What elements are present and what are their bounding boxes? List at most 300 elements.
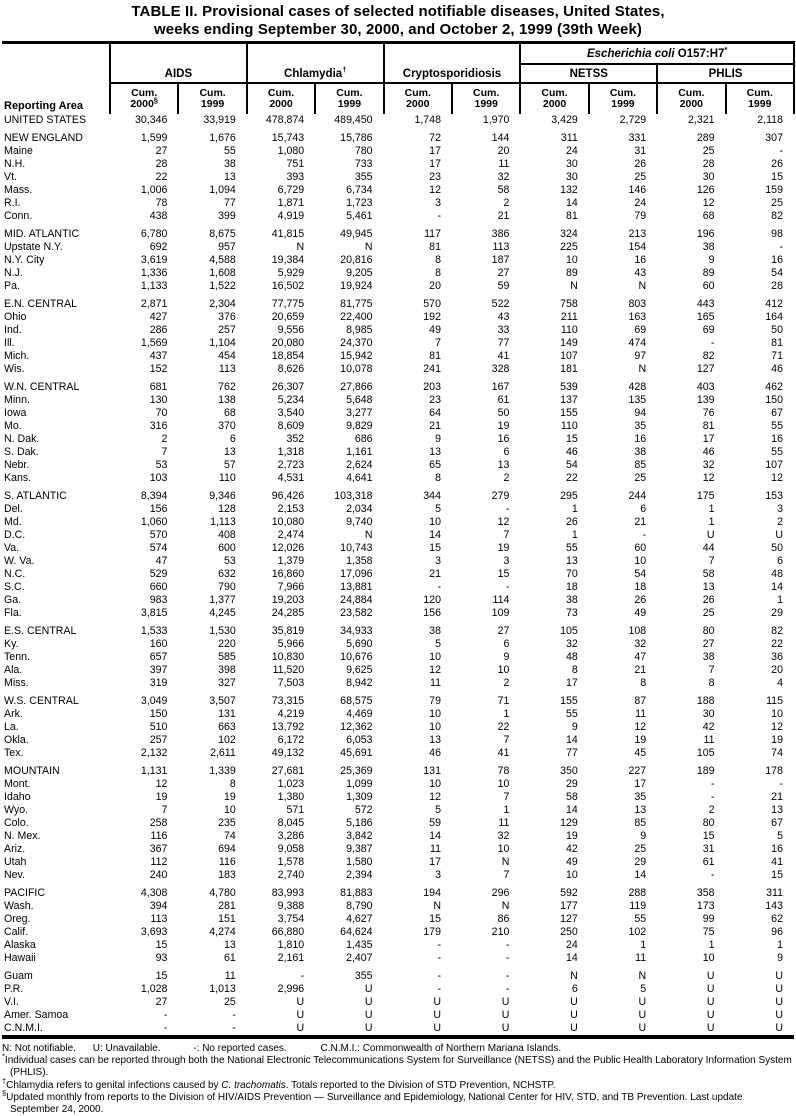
value-cell: 143 xyxy=(765,900,783,912)
value-cell: 6 xyxy=(571,983,578,995)
value-cell: 428 xyxy=(628,381,647,393)
value-cell: 14 xyxy=(565,734,578,746)
value-cell: 2,624 xyxy=(346,459,373,471)
value-cell: 55 xyxy=(565,708,578,720)
value-cell: 529 xyxy=(149,568,168,580)
value-cell: 15 xyxy=(155,970,168,982)
value-cell: 156 xyxy=(149,503,168,515)
value-cell: 131 xyxy=(218,708,236,720)
value-cell: 25 xyxy=(702,145,715,157)
value-cell: 85 xyxy=(634,459,647,471)
value-cell: 1,013 xyxy=(209,983,236,995)
value-cell: 241 xyxy=(423,363,441,375)
value-cell: 22 xyxy=(771,638,783,650)
value-cell: N xyxy=(570,280,578,292)
value-cell: 132 xyxy=(560,184,578,196)
value-cell: 25 xyxy=(634,171,647,183)
reporting-area-cell: D.C. xyxy=(4,529,26,541)
value-cell: 13 xyxy=(224,446,236,458)
value-cell: N xyxy=(296,241,305,253)
table-row xyxy=(2,241,794,254)
value-cell: 53 xyxy=(155,459,168,471)
value-cell: - xyxy=(505,581,510,593)
value-cell: 27,681 xyxy=(271,765,305,777)
value-cell: 89 xyxy=(565,267,578,279)
value-cell: 58 xyxy=(497,184,510,196)
value-cell: 17 xyxy=(429,158,441,170)
value-cell: 454 xyxy=(218,350,236,362)
value-cell: 80 xyxy=(702,817,715,829)
value-cell: 803 xyxy=(628,298,647,310)
value-cell: 2,153 xyxy=(277,503,305,515)
value-cell: 399 xyxy=(218,210,236,222)
value-cell: 7 xyxy=(503,869,510,881)
value-cell: U xyxy=(706,1022,715,1034)
value-cell: 73 xyxy=(565,607,578,619)
value-cell: 137 xyxy=(560,394,578,406)
value-cell: 1,094 xyxy=(209,184,236,196)
value-cell: 116 xyxy=(150,830,168,842)
value-cell: 2,740 xyxy=(277,869,305,881)
column-header: Cum. 1999 xyxy=(726,83,794,114)
value-cell: 1 xyxy=(640,939,647,951)
value-cell: 1,435 xyxy=(346,939,373,951)
value-cell: U xyxy=(296,1009,305,1021)
value-cell: N xyxy=(501,856,510,868)
value-cell: 86 xyxy=(497,913,510,925)
value-cell: 45 xyxy=(634,747,647,759)
value-cell: 15 xyxy=(429,913,441,925)
value-cell: 2 xyxy=(503,472,510,484)
column-header: Cum. 2000 xyxy=(384,83,452,114)
table-row xyxy=(2,280,794,293)
value-cell: 31 xyxy=(634,145,647,157)
value-cell: 2,394 xyxy=(346,869,373,881)
value-cell: 8,626 xyxy=(277,363,305,375)
value-cell: - xyxy=(779,145,783,157)
reporting-area-cell: E.S. CENTRAL xyxy=(4,625,77,637)
value-cell: 30 xyxy=(702,171,715,183)
table-row xyxy=(2,223,794,241)
value-cell: 355 xyxy=(354,970,373,982)
value-cell: 8 xyxy=(708,677,715,689)
footnote-dagger: †Chlamydia refers to genital infections caused by C. trachomatis. Totals reported to the Division of STD Prevention, NCHSTP. xyxy=(2,1076,556,1091)
value-cell: 110 xyxy=(560,324,578,336)
value-cell: 235 xyxy=(218,817,236,829)
value-cell: 510 xyxy=(149,721,168,733)
value-cell: U xyxy=(501,1022,510,1034)
value-cell: 6 xyxy=(503,638,510,650)
value-cell: 156 xyxy=(423,607,441,619)
value-cell: 6 xyxy=(640,503,647,515)
value-cell: - xyxy=(163,1022,168,1034)
value-cell: 751 xyxy=(286,158,305,170)
value-cell: - xyxy=(232,1022,236,1034)
value-cell: 358 xyxy=(696,887,715,899)
value-cell: 196 xyxy=(696,228,715,240)
table-row xyxy=(2,900,794,913)
value-cell: - xyxy=(779,778,783,790)
value-cell: U xyxy=(570,1009,578,1021)
value-cell: 112 xyxy=(150,856,168,868)
value-cell: 188 xyxy=(696,695,715,707)
value-cell: 1,748 xyxy=(414,114,441,126)
value-cell: 119 xyxy=(629,900,647,912)
reporting-area-cell: Ill. xyxy=(4,337,15,349)
value-cell: 8,045 xyxy=(277,817,305,829)
value-cell: 28 xyxy=(702,158,715,170)
value-cell: 9,346 xyxy=(209,490,236,502)
value-cell: 5 xyxy=(777,830,783,842)
value-cell: 80 xyxy=(702,625,715,637)
value-cell: 21 xyxy=(497,210,510,222)
value-cell: N xyxy=(433,900,441,912)
value-cell: 30 xyxy=(565,158,578,170)
reporting-area-cell: Oreg. xyxy=(4,913,31,925)
reporting-area-cell: Alaska xyxy=(4,939,36,951)
value-cell: 10 xyxy=(429,516,441,528)
value-cell: 21 xyxy=(634,664,647,676)
value-cell: 213 xyxy=(628,228,647,240)
value-cell: 15 xyxy=(771,171,783,183)
value-cell: - xyxy=(300,970,305,982)
value-cell: 1,533 xyxy=(140,625,168,637)
value-cell: 24 xyxy=(634,197,647,209)
value-cell: 139 xyxy=(696,394,715,406)
value-cell: 240 xyxy=(149,869,168,881)
value-cell: 11 xyxy=(224,970,236,982)
value-cell: 20,659 xyxy=(271,311,305,323)
value-cell: 28 xyxy=(771,280,783,292)
value-cell: 47 xyxy=(634,651,647,663)
value-cell: 2 xyxy=(503,677,510,689)
value-cell: 14 xyxy=(429,830,441,842)
value-cell: 11 xyxy=(429,843,441,855)
value-cell: - xyxy=(779,241,783,253)
value-cell: 352 xyxy=(286,433,305,445)
value-cell: - xyxy=(437,939,441,951)
value-cell: 1 xyxy=(708,503,715,515)
value-cell: 64 xyxy=(429,407,441,419)
table-row xyxy=(2,843,794,856)
value-cell: 26 xyxy=(565,516,578,528)
value-cell: 21 xyxy=(429,420,441,432)
reporting-area-cell: W. Va. xyxy=(4,555,35,567)
value-cell: 61 xyxy=(497,394,510,406)
table-row xyxy=(2,721,794,734)
value-cell: 412 xyxy=(765,298,783,310)
table-row xyxy=(2,830,794,843)
reporting-area-cell: Utah xyxy=(4,856,27,868)
value-cell: 2,871 xyxy=(140,298,168,310)
value-cell: 7 xyxy=(708,664,715,676)
value-cell: 7 xyxy=(503,734,510,746)
value-cell: 61 xyxy=(702,856,715,868)
value-cell: 6 xyxy=(503,446,510,458)
value-cell: 9,556 xyxy=(277,324,305,336)
table-row xyxy=(2,529,794,542)
value-cell: 7 xyxy=(161,446,168,458)
value-cell: U xyxy=(775,1022,783,1034)
value-cell: 1,377 xyxy=(209,594,236,606)
table-row xyxy=(2,394,794,407)
value-cell: 2,132 xyxy=(140,747,168,759)
value-cell: 2,034 xyxy=(346,503,373,515)
value-cell: 126 xyxy=(696,184,715,196)
value-cell: U xyxy=(706,983,715,995)
value-cell: 19 xyxy=(565,830,578,842)
value-cell: 45,691 xyxy=(340,747,373,759)
value-cell: 77,775 xyxy=(271,298,305,310)
table-row xyxy=(2,363,794,376)
value-cell: U xyxy=(775,529,783,541)
value-cell: 10,830 xyxy=(271,651,305,663)
value-cell: 20,080 xyxy=(271,337,305,349)
value-cell: 438 xyxy=(149,210,168,222)
value-cell: 49,945 xyxy=(340,228,373,240)
value-cell: 2,996 xyxy=(277,983,305,995)
value-cell: 53 xyxy=(224,555,236,567)
value-cell: 14 xyxy=(771,581,783,593)
table-body xyxy=(2,114,794,1037)
reporting-area-cell: Tex. xyxy=(4,747,24,759)
value-cell: - xyxy=(437,970,441,982)
reporting-area-cell: Md. xyxy=(4,516,22,528)
value-cell: 5,690 xyxy=(346,638,373,650)
value-cell: 30 xyxy=(702,708,715,720)
value-cell: 81 xyxy=(565,210,578,222)
reporting-area-cell: Ga. xyxy=(4,594,22,606)
value-cell: 9,388 xyxy=(277,900,305,912)
table-row xyxy=(2,158,794,171)
value-cell: 12 xyxy=(702,197,715,209)
value-cell: 150 xyxy=(149,708,168,720)
value-cell: 16 xyxy=(634,254,647,266)
value-cell: U xyxy=(638,1009,647,1021)
value-cell: 55 xyxy=(771,420,783,432)
value-cell: 11 xyxy=(429,677,441,689)
value-cell: 25,369 xyxy=(340,765,373,777)
value-cell: 32 xyxy=(497,171,510,183)
reporting-area-cell: Upstate N.Y. xyxy=(4,241,63,253)
value-cell: 13,881 xyxy=(340,581,373,593)
value-cell: 522 xyxy=(491,298,510,310)
table-row xyxy=(2,882,794,900)
value-cell: 296 xyxy=(491,887,510,899)
value-cell: 14 xyxy=(634,869,647,881)
value-cell: 26 xyxy=(634,158,647,170)
column-header: Cum. 1999 xyxy=(178,83,246,114)
value-cell: 394 xyxy=(149,900,168,912)
value-cell: 11 xyxy=(635,952,647,964)
table-row xyxy=(2,114,794,127)
value-cell: 13 xyxy=(565,555,578,567)
value-cell: 9,740 xyxy=(346,516,373,528)
table-row xyxy=(2,267,794,280)
value-cell: 181 xyxy=(560,363,578,375)
table-row xyxy=(2,1009,794,1022)
value-cell: 367 xyxy=(149,843,168,855)
reporting-area-cell: Nebr. xyxy=(4,459,30,471)
value-cell: 50 xyxy=(771,542,783,554)
value-cell: 17 xyxy=(702,433,715,445)
table-row xyxy=(2,433,794,446)
table-row xyxy=(2,210,794,223)
value-cell: 5,966 xyxy=(277,638,305,650)
value-cell: 25 xyxy=(224,996,236,1008)
value-cell: 127 xyxy=(696,363,715,375)
value-cell: 60 xyxy=(634,542,647,554)
value-cell: 376 xyxy=(218,311,236,323)
reporting-area-cell: N.Y. City xyxy=(4,254,45,266)
value-cell: 2 xyxy=(503,197,510,209)
value-cell: 9,058 xyxy=(277,843,305,855)
value-cell: U xyxy=(706,970,715,982)
table-row xyxy=(2,996,794,1009)
value-cell: - xyxy=(505,970,510,982)
value-cell: 3,277 xyxy=(346,407,373,419)
value-cell: 113 xyxy=(150,913,168,925)
value-cell: 6,172 xyxy=(277,734,305,746)
reporting-area-cell: Mass. xyxy=(4,184,33,196)
value-cell: 5,648 xyxy=(346,394,373,406)
value-cell: 149 xyxy=(560,337,578,349)
value-cell: 12 xyxy=(429,664,441,676)
value-cell: 71 xyxy=(771,350,783,362)
value-cell: 1,161 xyxy=(346,446,373,458)
value-cell: 26,307 xyxy=(271,381,305,393)
value-cell: 82 xyxy=(702,350,715,362)
value-cell: 159 xyxy=(765,184,783,196)
value-cell: 220 xyxy=(218,638,236,650)
value-cell: U xyxy=(775,983,783,995)
value-cell: U xyxy=(638,1022,647,1034)
value-cell: 154 xyxy=(628,241,647,253)
value-cell: 128 xyxy=(218,503,236,515)
table-row xyxy=(2,376,794,394)
value-cell: 9 xyxy=(503,651,510,663)
reporting-area-cell: N. Mex. xyxy=(4,830,41,842)
value-cell: 22 xyxy=(565,472,578,484)
value-cell: 328 xyxy=(491,363,510,375)
value-cell: 25 xyxy=(702,607,715,619)
value-cell: 68,575 xyxy=(340,695,373,707)
legend-not-notifiable: N: Not notifiable. xyxy=(2,1043,76,1054)
value-cell: 102 xyxy=(218,734,236,746)
value-cell: 103,318 xyxy=(334,490,373,502)
value-cell: 686 xyxy=(354,433,373,445)
column-header: Cum. 1999 xyxy=(315,83,383,114)
footnote-section: §Updated monthly from reports to the Division of HIV/AIDS Prevention — Surveillance and Epidemiology, National Center for HIV, STD, and TB Prevention. Last update September 24, 2000. xyxy=(2,1088,743,1116)
value-cell: 4,219 xyxy=(277,708,305,720)
value-cell: 155 xyxy=(560,407,578,419)
reporting-area-cell: Ark. xyxy=(4,708,23,720)
reporting-area-cell: C.N.M.I. xyxy=(4,1022,43,1034)
table-row xyxy=(2,184,794,197)
value-cell: 386 xyxy=(491,228,510,240)
value-cell: 35 xyxy=(634,420,647,432)
value-cell: - xyxy=(505,939,510,951)
value-cell: 13 xyxy=(429,734,441,746)
value-cell: U xyxy=(706,529,715,541)
value-cell: 1,339 xyxy=(209,765,236,777)
value-cell: 98 xyxy=(771,228,783,240)
table-row xyxy=(2,459,794,472)
value-cell: 5,234 xyxy=(277,394,305,406)
value-cell: 155 xyxy=(560,695,578,707)
value-cell: 1 xyxy=(503,804,510,816)
value-cell: 38 xyxy=(224,158,236,170)
value-cell: 32 xyxy=(634,638,647,650)
value-cell: 163 xyxy=(628,311,647,323)
value-cell: 4,308 xyxy=(140,887,168,899)
value-cell: 67 xyxy=(771,817,783,829)
reporting-area-cell: N.J. xyxy=(4,267,23,279)
value-cell: 83,993 xyxy=(271,887,305,899)
value-cell: 105 xyxy=(560,625,578,637)
value-cell: 150 xyxy=(765,394,783,406)
value-cell: 10,676 xyxy=(340,651,373,663)
value-cell: 19 xyxy=(497,420,510,432)
value-cell: N xyxy=(638,970,647,982)
table-row xyxy=(2,607,794,620)
value-cell: 16 xyxy=(497,433,510,445)
value-cell: 194 xyxy=(423,887,441,899)
value-cell: 632 xyxy=(218,568,236,580)
value-cell: 4,531 xyxy=(277,472,305,484)
value-cell: 474 xyxy=(628,337,647,349)
value-cell: 6,780 xyxy=(140,228,168,240)
reporting-area-cell: S. ATLANTIC xyxy=(4,490,67,502)
reporting-area-cell: N.H. xyxy=(4,158,26,170)
value-cell: 203 xyxy=(423,381,441,393)
value-cell: 790 xyxy=(218,581,236,593)
subgroup-header-phlis: PHLIS xyxy=(657,64,794,83)
value-cell: 107 xyxy=(560,350,578,362)
reporting-area-cell: Miss. xyxy=(4,677,29,689)
value-cell: 15,743 xyxy=(271,132,305,144)
value-cell: 85 xyxy=(634,817,647,829)
value-cell: 71 xyxy=(497,695,510,707)
table-row xyxy=(2,926,794,939)
table-row xyxy=(2,664,794,677)
value-cell: 49 xyxy=(429,324,441,336)
value-cell: 14 xyxy=(565,952,578,964)
value-cell: 21 xyxy=(771,791,783,803)
value-cell: 3,049 xyxy=(140,695,168,707)
value-cell: 331 xyxy=(628,132,647,144)
value-cell: 6 xyxy=(777,555,783,567)
table-row xyxy=(2,734,794,747)
value-cell: 151 xyxy=(218,913,236,925)
value-cell: 135 xyxy=(628,394,647,406)
value-cell: 183 xyxy=(218,869,236,881)
value-cell: 25 xyxy=(634,843,647,855)
value-cell: 110 xyxy=(218,472,236,484)
value-cell: 4,588 xyxy=(209,254,236,266)
value-cell: 38 xyxy=(702,241,715,253)
reporting-area-cell: E.N. CENTRAL xyxy=(4,298,77,310)
value-cell: 78 xyxy=(155,197,168,209)
table-row xyxy=(2,856,794,869)
value-cell: 117 xyxy=(424,228,441,240)
value-cell: 7 xyxy=(161,804,168,816)
value-cell: 76 xyxy=(702,407,715,419)
value-cell: 29 xyxy=(634,856,647,868)
reporting-area-cell: Minn. xyxy=(4,394,30,406)
value-cell: 36 xyxy=(771,651,783,663)
value-cell: 1,133 xyxy=(140,280,168,292)
